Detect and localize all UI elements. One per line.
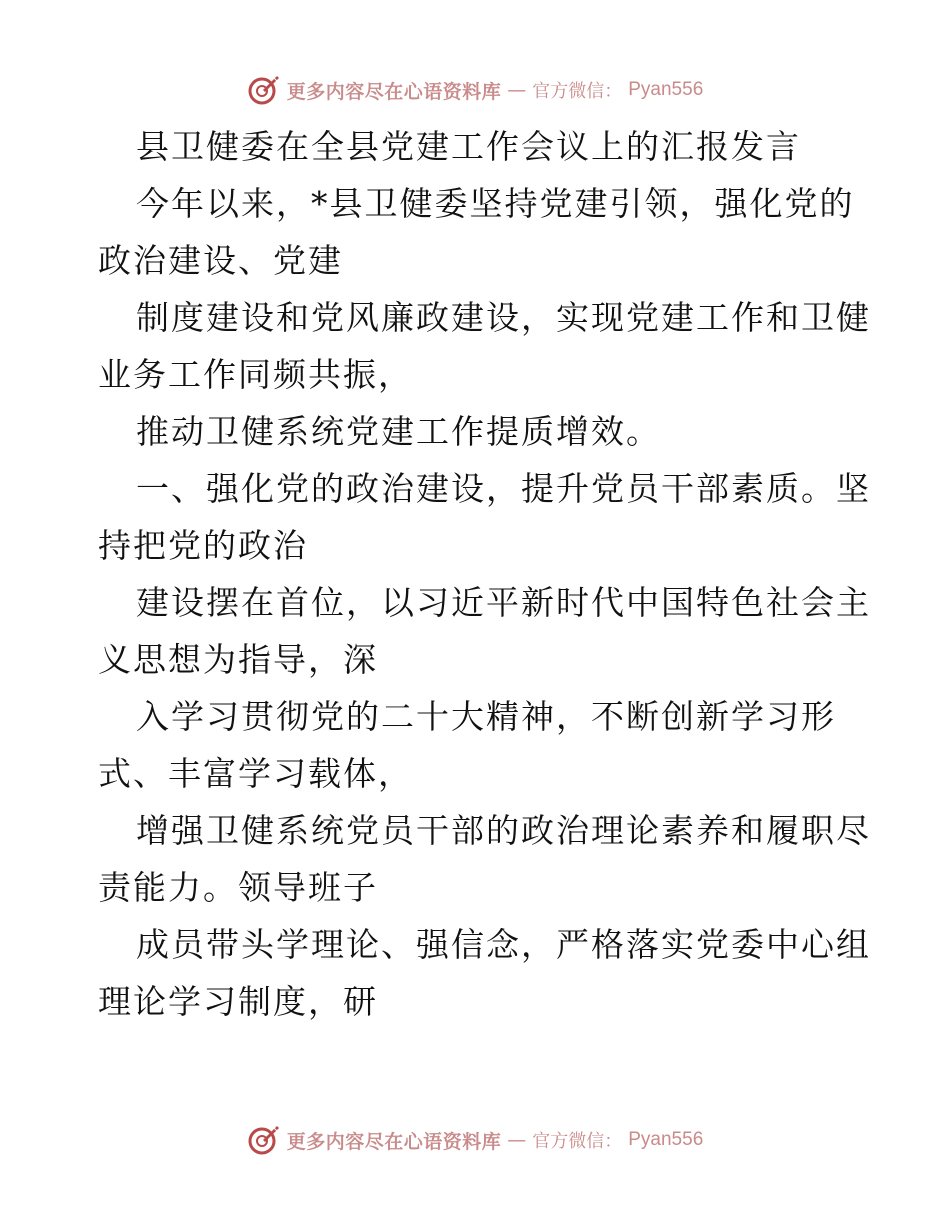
header-site-text: 更多内容尽在心语资料库 <box>286 80 502 103</box>
paragraph-line: 义思想为指导，深 <box>98 640 378 679</box>
paragraph-line: 建设摆在首位，以习近平新时代中国特色社会主 <box>136 583 871 622</box>
section-heading-line: 一、强化党的政治建设，提升党员干部素质。坚 <box>136 469 871 508</box>
paragraph-line: 持把党的政治 <box>98 526 308 565</box>
paragraph-line: 业务工作同频共振， <box>98 355 413 394</box>
paragraph-line: 成员带头学理论、强信念，严格落实党委中心组 <box>136 925 871 964</box>
paragraph-line: 责能力。领导班子 <box>98 868 378 907</box>
pen-logo-icon <box>247 73 281 107</box>
header-wechat-label: 官方微信： <box>532 81 623 102</box>
paragraph-line: 今年以来，*县卫健委坚持党建引领，强化党的 <box>136 184 855 223</box>
paragraph-line: 理论学习制度，研 <box>98 982 378 1021</box>
paragraph-line: 政治建设、党建 <box>98 241 343 280</box>
paragraph-line: 推动卫健系统党建工作提质增效。 <box>136 412 661 451</box>
footer-watermark <box>0 1120 950 1160</box>
document-body <box>98 118 871 1030</box>
paragraph-line: 入学习贯彻党的二十大精神，不断创新学习形 <box>136 697 836 736</box>
pen-logo-icon <box>247 1123 281 1157</box>
header-watermark <box>0 70 950 110</box>
footer-site-text: 更多内容尽在心语资料库 <box>286 1130 502 1153</box>
paragraph-line: 式、丰富学习载体， <box>98 754 413 793</box>
paragraph-line: 增强卫健系统党员干部的政治理论素养和履职尽 <box>136 811 871 850</box>
header-dash: — <box>507 79 527 101</box>
footer-wechat-label: 官方微信： <box>532 1131 623 1152</box>
footer-dash: — <box>507 1129 527 1151</box>
header-wechat-id: Pyan556 <box>628 79 704 100</box>
footer-wechat-id: Pyan556 <box>628 1129 704 1150</box>
document-title: 县卫健委在全县党建工作会议上的汇报发言 <box>136 127 801 166</box>
paragraph-line: 制度建设和党风廉政建设，实现党建工作和卫健 <box>136 298 871 337</box>
